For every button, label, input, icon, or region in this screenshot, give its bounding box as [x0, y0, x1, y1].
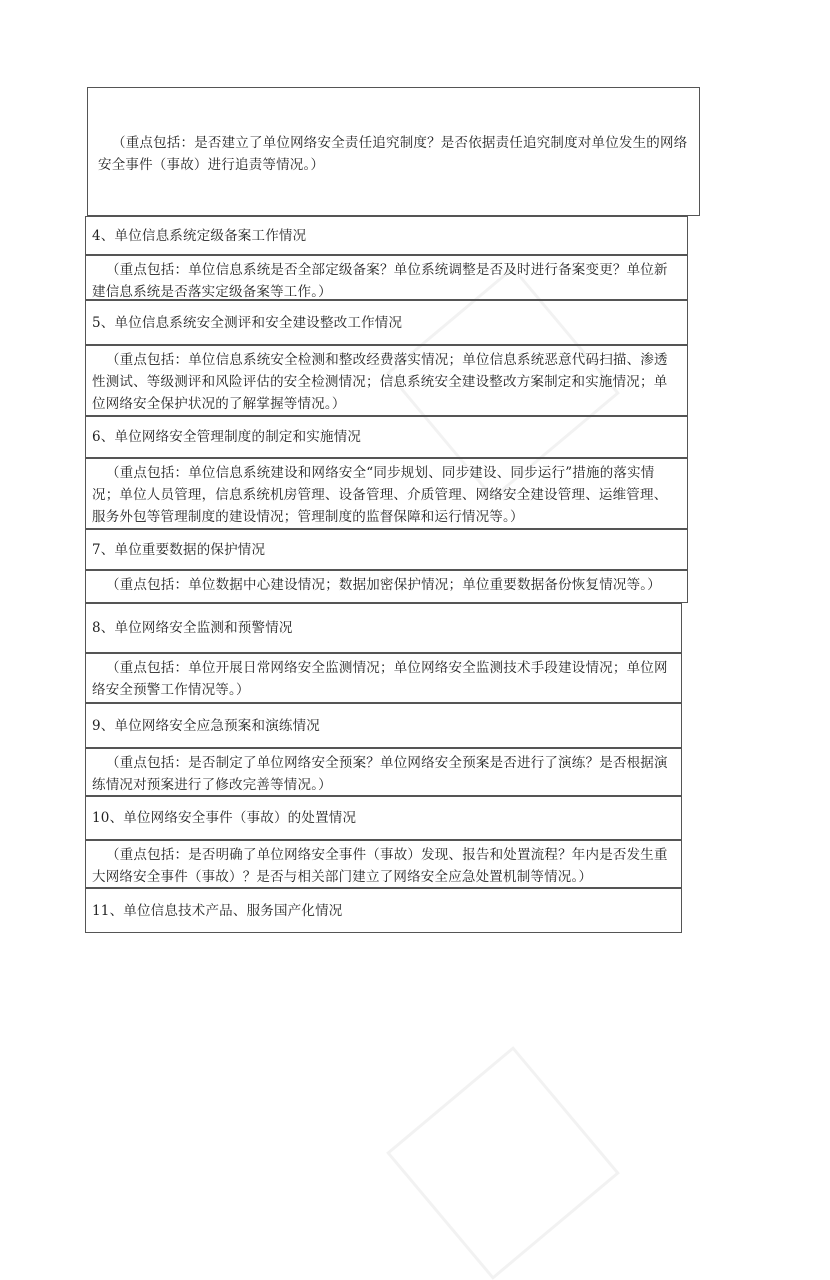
section-heading-text: 9、单位网络安全应急预案和演练情况 [92, 717, 320, 734]
section-note-text: （重点包括：单位信息系统建设和网络安全“同步规划、同步建设、同步运行”措施的落实情况；单位人员管理，信息系统机房管理、设备管理、介质管理、网络安全建设管理、运维管理、服务外包等管理制度的建设情况；管理制度的监督保障和运行情况等。） [92, 465, 668, 525]
section-heading-text: 11、单位信息技术产品、服务国产化情况 [92, 902, 343, 919]
section-note-text: （重点包括：单位开展日常网络安全监测情况；单位网络安全监测技术手段建设情况；单位网络安全预警工作情况等。） [92, 660, 668, 698]
section-10-heading [85, 796, 682, 840]
section-heading-text: 10、单位网络安全事件（事故）的处置情况 [92, 810, 357, 826]
section-heading-text: 4、单位信息系统定级备案工作情况 [92, 227, 307, 244]
section-9-note [85, 748, 682, 796]
top-note-text: （重点包括：是否建立了单位网络安全责任追究制度？是否依据责任追究制度对单位发生的网络安全事件（事故）进行追责等情况。） [98, 135, 688, 173]
section-4-heading [85, 216, 688, 255]
section-note-text: （重点包括：是否制定了单位网络安全预案？单位网络安全预案是否进行了演练？是否根据演练情况对预案进行了修改完善等情况。） [92, 755, 668, 793]
section-heading-text: 8、单位网络安全监测和预警情况 [92, 620, 293, 636]
section-8-heading [85, 603, 682, 653]
section-9-heading [85, 703, 682, 748]
section-note-text: （重点包括：单位数据中心建设情况；数据加密保护情况；单位重要数据备份恢复情况等。） [106, 577, 661, 593]
section-5-note [85, 345, 688, 416]
section-heading-text: 6、单位网络安全管理制度的制定和实施情况 [92, 429, 362, 445]
section-note-text: （重点包括：是否明确了单位网络安全事件（事故）发现、报告和处置流程？年内是否发生重大网络安全事件（事故）？是否与相关部门建立了网络安全应急处置机制等情况。） [92, 847, 668, 885]
section-11-heading [85, 888, 682, 933]
section-heading-text: 5、单位信息系统安全测评和安全建设整改工作情况 [92, 314, 403, 331]
section-7-note [85, 570, 688, 603]
section-heading-text: 7、单位重要数据的保护情况 [92, 541, 266, 558]
section-6-heading [85, 416, 688, 458]
section-5-heading [85, 300, 688, 345]
section-note-text: （重点包括：单位信息系统是否全部定级备案？单位系统调整是否及时进行备案变更？单位新建信息系统是否落实定级备案等工作。） [92, 262, 668, 300]
top-note-box [87, 87, 700, 216]
section-note-text: （重点包括：单位信息系统安全检测和整改经费落实情况；单位信息系统恶意代码扫描、渗透性测试、等级测评和风险评估的安全检测情况；信息系统安全建设整改方案制定和实施情况；单位网络安全保护状况的了解掌握等情况。） [92, 352, 668, 412]
section-7-heading [85, 529, 688, 570]
section-4-note [85, 255, 688, 300]
section-10-note [85, 840, 682, 888]
watermark-mark [386, 1046, 620, 1280]
section-8-note [85, 653, 682, 703]
section-6-note [85, 458, 688, 529]
